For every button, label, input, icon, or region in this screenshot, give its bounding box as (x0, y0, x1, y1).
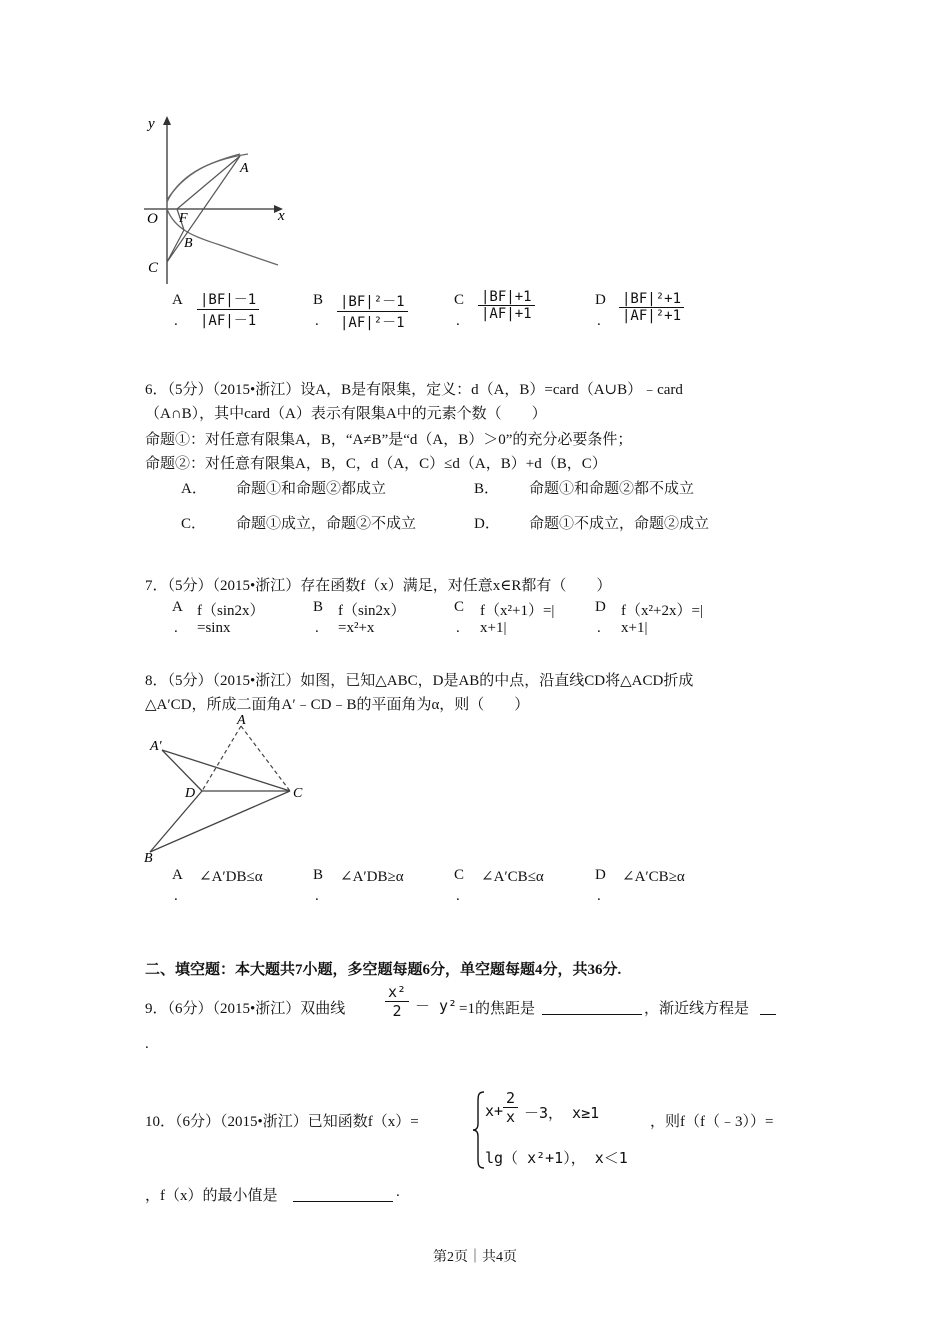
label-b: B (184, 236, 193, 251)
q5-option-a-dot: . (174, 313, 178, 329)
q9-mid: ，渐近线方程是 (644, 1001, 750, 1017)
q9-blank-focal-distance[interactable] (542, 997, 642, 1015)
q5-option-d-den: |AF|²+1 (622, 308, 682, 324)
q9-frac-num: x² (385, 983, 409, 1002)
q7-option-d-line2[interactable]: x+1| (621, 620, 648, 636)
section-2-heading: 二、填空题：本大题共7小题，多空题每题6分，单空题每题4分，共36分. (145, 962, 622, 978)
q5-option-a-fraction (197, 289, 259, 330)
label-c: C (148, 260, 159, 276)
q5-option-c-den: |AF|+1 (481, 306, 532, 322)
q6-proposition-2: 命题②：对任意有限集A，B，C，d（A，C）≤d（A，B）+d（B，C） (145, 456, 607, 472)
q8-option-b-text[interactable]: ∠A′DB≥α (340, 869, 404, 885)
q9-minus-y: － y² (415, 997, 458, 1015)
q7-option-a-line1[interactable]: f（sin2x） (197, 603, 265, 619)
q9-blank-asymptote[interactable] (760, 997, 776, 1015)
q10-case1-num: 2 (503, 1089, 518, 1108)
label-f: F (179, 211, 188, 226)
q7-option-a-dot: . (174, 620, 178, 636)
q6-stem-line2: （A∩B），其中card（A）表示有限集A中的元素个数（ ） (145, 406, 547, 422)
q8-option-a-text[interactable]: ∠A′DB≤α (199, 869, 263, 885)
q7-option-d-letter[interactable]: D (595, 599, 606, 615)
q5-option-d-fraction (619, 291, 684, 324)
q8-option-d-dot: . (597, 888, 601, 904)
q7-option-c-letter[interactable]: C (454, 599, 465, 615)
q9-fraction (385, 983, 409, 1020)
q6-option-b-letter[interactable]: B． (474, 481, 500, 497)
q7-option-b-line2[interactable]: =x²+x (338, 620, 375, 636)
q7-option-d-dot: . (597, 620, 601, 636)
q6-option-a-letter[interactable]: A． (181, 481, 207, 497)
q8-option-c-dot: . (456, 888, 460, 904)
q10-case2: lg（ x²+1）， x＜1 (485, 1149, 628, 1167)
q5-option-b-fraction (337, 291, 408, 332)
q5-option-a-den: |AF|－1 (200, 313, 257, 329)
label-b: B (144, 851, 153, 864)
label-c: C (293, 786, 303, 801)
q5-option-c-dot: . (456, 313, 460, 329)
q8-stem-line2: △A′CD，所成二面角A′﹣CD﹣B的平面角为α，则（ ） (145, 697, 530, 713)
q8-stem-line1: 8．（5分）（2015•浙江）如图，已知△ABC，D是AB的中点，沿直线CD将△ACD折成 (145, 673, 694, 689)
label-o: O (147, 211, 158, 227)
q9-frac-den: 2 (392, 1002, 402, 1020)
label-a: A (237, 713, 246, 728)
q8-option-d-text[interactable]: ∠A′CB≥α (622, 869, 685, 885)
label-a-prime: A′ (150, 739, 162, 754)
q7-option-a-letter[interactable]: A (172, 599, 183, 615)
q6-option-a-text[interactable]: 命题①和命题②都成立 (236, 481, 387, 497)
q6-stem-line1: 6．（5分）（2015•浙江）设A，B是有限集，定义：d（A，B）=card（A∪B）﹣card (145, 382, 683, 398)
q10-after: ，则f（f（﹣3））= (650, 1114, 774, 1130)
q6-option-c-text[interactable]: 命题①成立，命题②不成立 (236, 516, 417, 532)
q6-option-c-letter[interactable]: C． (181, 516, 207, 532)
q7-option-b-letter[interactable]: B (313, 599, 324, 615)
q8-option-a-letter[interactable]: A (172, 867, 183, 883)
q8-option-c-letter[interactable]: C (454, 867, 465, 883)
q8-option-a-dot: . (174, 888, 178, 904)
q10-case1-den: x (506, 1108, 516, 1126)
q10-line2-b: . (396, 1184, 400, 1200)
q5-option-a-letter[interactable]: A (172, 292, 183, 308)
q6-option-d-text[interactable]: 命题①不成立，命题②成立 (529, 516, 710, 532)
q10-prefix: 10．（6分）（2015•浙江）已知函数f（x）= (145, 1114, 419, 1130)
edge-bc (150, 791, 290, 852)
y-axis-arrow (163, 116, 171, 125)
q8-option-d-letter[interactable]: D (595, 867, 606, 883)
q7-option-a-line2[interactable]: =sinx (197, 620, 231, 636)
q10-line2-a: ，f（x）的最小值是 (145, 1188, 278, 1204)
q5-option-c-num: |BF|+1 (478, 289, 535, 306)
q8-fold-figure (140, 712, 310, 864)
line-cb (167, 230, 184, 262)
q5-option-d-dot: . (597, 313, 601, 329)
q5-option-b-num: |BF|²－1 (337, 291, 408, 312)
q8-option-b-letter[interactable]: B (313, 867, 324, 883)
label-x: x (278, 208, 285, 224)
q10-case1-rest: －3， x≥1 (524, 1104, 600, 1122)
q7-option-b-dot: . (315, 620, 319, 636)
q7-option-d-line1[interactable]: f（x²+2x）=| (621, 603, 703, 619)
q5-option-c-letter[interactable]: C (454, 292, 465, 308)
edge-dashed-ac (241, 726, 290, 791)
q5-option-b-den: |AF|²－1 (340, 315, 405, 331)
q7-option-c-dot: . (456, 620, 460, 636)
q9-prefix: 9．（6分）（2015•浙江）双曲线 (145, 1001, 346, 1017)
q5-option-d-num: |BF|²+1 (619, 291, 684, 308)
q9-trailing-dot: . (145, 1036, 149, 1052)
q7-stem: 7．（5分）（2015•浙江）存在函数f（x）满足，对任意x∈R都有（ ） (145, 578, 612, 594)
label-a: A (240, 161, 249, 176)
q6-proposition-1: 命题①：对任意有限集A，B，“A≠B”是“d（A，B）＞0”的充分必要条件； (145, 432, 633, 448)
q6-option-b-text[interactable]: 命题①和命题②都不成立 (529, 481, 695, 497)
q10-blank-min-value[interactable] (293, 1184, 393, 1202)
q5-option-b-letter[interactable]: B (313, 292, 324, 308)
q9-after: =1的焦距是 (459, 1001, 535, 1017)
page-footer: 第2页｜共4页 (433, 1250, 517, 1265)
edge-dashed-ad (202, 726, 241, 791)
q5-graph-figure (140, 112, 300, 288)
label-y: y (148, 116, 155, 132)
piecewise-brace-icon (472, 1090, 486, 1170)
q5-option-c-fraction (478, 289, 535, 322)
q7-option-c-line1[interactable]: f（x²+1）=| (480, 603, 555, 619)
q5-option-d-letter[interactable]: D (595, 292, 606, 308)
q7-option-b-line1[interactable]: f（sin2x） (338, 603, 406, 619)
q10-case1-x: x+ (485, 1102, 504, 1120)
q5-option-a-num: |BF|－1 (197, 289, 259, 310)
q5-option-b-dot: . (315, 313, 319, 329)
q8-option-c-text[interactable]: ∠A′CB≤α (481, 869, 544, 885)
q8-option-b-dot: . (315, 888, 319, 904)
label-d: D (185, 786, 196, 801)
q10-case1-fraction (503, 1089, 518, 1126)
q7-option-c-line2[interactable]: x+1| (480, 620, 507, 636)
q6-option-d-letter[interactable]: D． (474, 516, 500, 532)
